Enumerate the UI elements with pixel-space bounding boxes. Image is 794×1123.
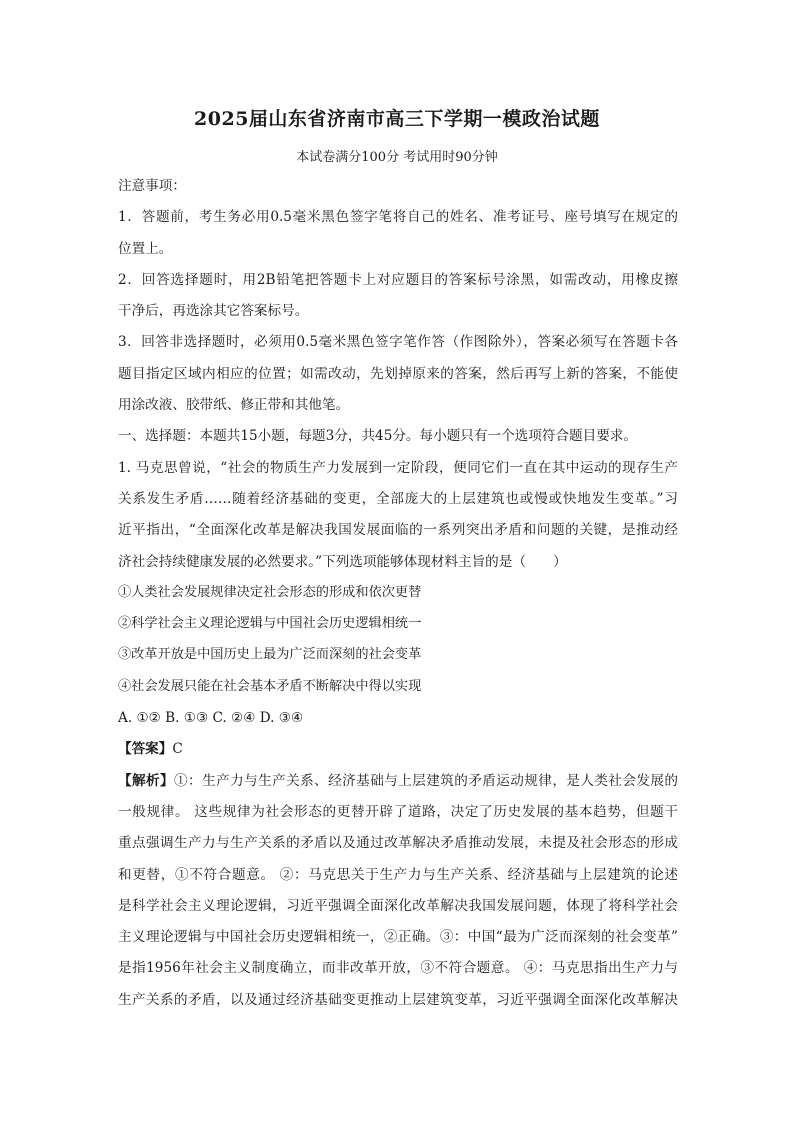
exam-subtitle: 本试卷满分100分 考试用时90分钟 bbox=[296, 150, 498, 165]
analysis-row bbox=[118, 770, 678, 801]
exam-title: 2025届山东省济南市高三下学期一模政治试题 bbox=[194, 108, 600, 130]
analysis-line: 一般规律。 这些规律为社会形态的更替开辟了道路，决定了历史发展的基本趋势，但题干 bbox=[118, 803, 678, 820]
analysis-label: 【解析】 bbox=[118, 772, 175, 789]
notice-line: 3．回答非选择题时，必须用0.5毫米黑色签字笔作答（作图除外），答案必须写在答题卡各 bbox=[118, 334, 678, 351]
question-statement: ③改革开放是中国历史上最为广泛而深刻的社会变革 bbox=[118, 647, 422, 663]
answer-value: C bbox=[172, 741, 183, 758]
analysis-line: 和更替，①不符合题意。 ②：马克思关于生产力与生产关系、经济基础与上层建筑的论述 bbox=[118, 866, 678, 883]
notice-line: 位置上。 bbox=[118, 240, 173, 257]
analysis-line: 是科学社会主义理论逻辑，习近平强调全面深化改革解决我国发展问题，体现了将科学社会 bbox=[118, 897, 678, 914]
answer-row bbox=[118, 738, 678, 769]
question-stem-line: 近平指出，“全面深化改革是解决我国发展面临的一系列突出矛盾和问题的关键，是推动经 bbox=[118, 522, 678, 539]
notice-line: 用涂改液、胶带纸、修正带和其他笔。 bbox=[118, 397, 350, 414]
answer-label: 【答案】 bbox=[118, 741, 173, 758]
question-statement: ①人类社会发展规律决定社会形态的形成和依次更替 bbox=[118, 584, 422, 600]
question-statement: ④社会发展只能在社会基本矛盾不断解决中得以实现 bbox=[118, 678, 422, 694]
section-heading: 一、选择题：本题共15小题，每题3分，共45分。每小题只有一个选项符合题目要求。 bbox=[118, 428, 638, 445]
analysis-line: 生产关系的矛盾，以及通过经济基础变更推动上层建筑变革，习近平强调全面深化改革解决 bbox=[118, 991, 678, 1008]
exam-body bbox=[118, 175, 678, 1020]
question-stem-line: 关系发生矛盾……随着经济基础的变更，全部庞大的上层建筑也或慢或快地发生变革。”习 bbox=[118, 490, 678, 507]
question-choices: A. ①② B. ①③ C. ②④ D. ③④ bbox=[118, 710, 304, 727]
question-stem-line: 1. 马克思曾说，“社会的物质生产力发展到一定阶段，便同它们一直在其中运动的现存生产 bbox=[118, 459, 678, 476]
notice-line: 题目指定区域内相应的位置；如需改动，先划掉原来的答案，然后再写上新的答案，不能使 bbox=[118, 365, 678, 382]
notice-heading: 注意事项： bbox=[118, 178, 186, 194]
analysis-line: 主义理论逻辑与中国社会历史逻辑相统一，②正确。③：中国“最为广泛而深刻的社会变革” bbox=[118, 929, 678, 946]
analysis-line: ①：生产力与生产关系、经济基础与上层建筑的矛盾运动规律，是人类社会发展的 bbox=[174, 772, 678, 789]
analysis-line: 是指1956年社会主义制度确立，而非改革开放，③不符合题意。 ④：马克思指出生产力与 bbox=[118, 960, 678, 977]
analysis-line: 重点强调生产力与生产关系的矛盾以及通过改革解决矛盾推动发展，未提及社会形态的形成 bbox=[118, 835, 678, 852]
question-stem-line: 济社会持续健康发展的必然要求。”下列选项能够体现材料主旨的是（ ） bbox=[118, 553, 567, 570]
question-statement: ②科学社会主义理论逻辑与中国社会历史逻辑相统一 bbox=[118, 616, 422, 632]
notice-line: 干净后，再选涂其它答案标号。 bbox=[118, 303, 309, 320]
notice-line: 1．答题前，考生务必用0.5毫米黑色签字笔将自己的姓名、准考证号、座号填写在规定的 bbox=[118, 209, 678, 226]
notice-line: 2．回答选择题时，用2B铅笔把答题卡上对应题目的答案标号涂黑，如需改动，用橡皮擦 bbox=[118, 271, 678, 288]
